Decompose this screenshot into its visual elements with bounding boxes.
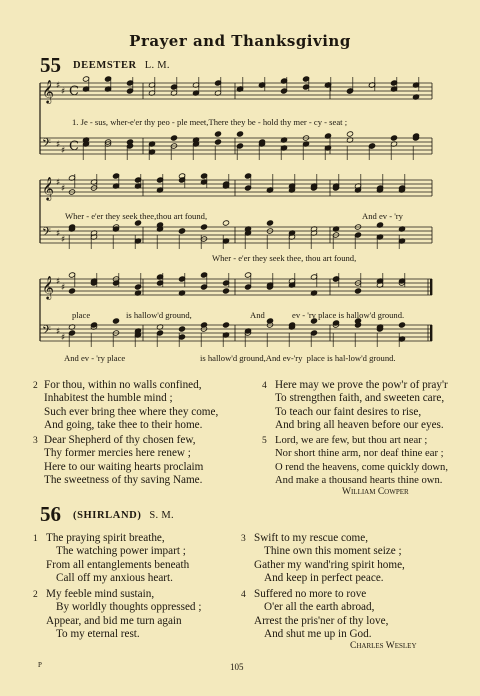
stanza-1 bbox=[33, 532, 190, 586]
page-number: 105 bbox=[230, 662, 244, 672]
stanza-line: And keep in perfect peace. bbox=[264, 572, 384, 585]
sharp-sign: ♯ bbox=[61, 235, 66, 245]
bass-clef: 𝄢 bbox=[42, 226, 52, 242]
stanza-3 bbox=[241, 532, 405, 586]
final-bar-line bbox=[430, 279, 432, 295]
stanza-line: Appear, and bid me turn again bbox=[46, 614, 182, 627]
stanza-line: Swift to my rescue come, bbox=[254, 532, 369, 544]
sharp-sign: ♯ bbox=[56, 178, 61, 188]
stanza-line: Nor short thine arm, nor deaf thine ear ; bbox=[275, 448, 444, 460]
stanza-line: To strengthen faith, and sweeten care, bbox=[275, 392, 445, 405]
lyric-line-2: Wher - e'er they seek thee,thou art found, bbox=[65, 211, 208, 221]
stanza-line: Arrest the pris'ner of thy love, bbox=[254, 614, 389, 627]
lyric-line-1: 1. Je - sus, wher-e'er thy peo - ple meet,There they be - hold thy mer - cy - seat ; bbox=[72, 117, 348, 127]
sharp-sign: ♯ bbox=[56, 81, 61, 91]
lyric-line-3-bass-a: And ev - 'ry place bbox=[64, 353, 126, 363]
stanza-number: 1 bbox=[33, 534, 38, 544]
note-head bbox=[236, 131, 243, 137]
stanza-line: Lord, we are few, but thou art near ; bbox=[275, 435, 428, 446]
stanza-number: 2 bbox=[33, 590, 38, 600]
sharp-sign: ♯ bbox=[56, 229, 61, 239]
bass-clef: 𝄢 bbox=[42, 324, 52, 340]
stanza-line: Gather my wand'ring spirit home, bbox=[254, 558, 405, 571]
lyric-line-3a: place bbox=[72, 310, 91, 320]
stanza-line: And make a thousand hearts thine own. bbox=[275, 475, 443, 487]
stanza-line: The watching power impart ; bbox=[56, 545, 186, 558]
stanza-line: Here to our waiting hearts proclaim bbox=[44, 460, 204, 473]
author: William Cowper bbox=[342, 487, 409, 497]
lyric-line-3b: is hallow'd ground, bbox=[126, 310, 192, 320]
stanza-number: 3 bbox=[33, 436, 38, 446]
lyric-line-2-end: And ev - 'ry bbox=[362, 211, 403, 221]
note-head bbox=[178, 228, 185, 234]
note-head bbox=[170, 135, 177, 141]
note-head bbox=[214, 139, 221, 145]
stanza-line: O'er all the earth abroad, bbox=[264, 601, 375, 614]
note-head bbox=[214, 131, 221, 137]
sharp-sign: ♯ bbox=[61, 333, 66, 343]
stanza-4 bbox=[262, 379, 448, 433]
lyric-line-3d: ev - 'ry place is hallow'd ground. bbox=[292, 310, 405, 320]
stanza-line: Suffered no more to rove bbox=[254, 588, 367, 600]
note-head bbox=[266, 220, 273, 226]
note-head bbox=[68, 288, 75, 294]
stanza-line: Thine own this moment seize ; bbox=[264, 545, 402, 558]
lyric-line-3c: And bbox=[250, 310, 265, 320]
sharp-sign: ♯ bbox=[61, 87, 66, 97]
section-title: Prayer and Thanksgiving bbox=[129, 32, 351, 50]
stanza-line: Dear Shepherd of thy chosen few, bbox=[44, 434, 196, 446]
stanza-number: 2 bbox=[33, 381, 38, 391]
treble-clef: 𝄞 bbox=[42, 275, 54, 299]
stanza-line: For thou, within no walls confined, bbox=[44, 379, 202, 391]
stanza-line: Here may we prove the pow'r of pray'r bbox=[275, 379, 448, 391]
stanza-line: To teach our faint desires to rise, bbox=[275, 405, 422, 418]
sharp-sign: ♯ bbox=[56, 140, 61, 150]
treble-clef: 𝄞 bbox=[42, 176, 54, 200]
treble-clef: 𝄞 bbox=[42, 79, 54, 103]
note-head bbox=[354, 288, 361, 294]
note-head bbox=[222, 220, 229, 226]
stanza-line: By worldly thoughts oppressed ; bbox=[56, 601, 202, 614]
note-head bbox=[178, 326, 185, 332]
note-head bbox=[346, 131, 353, 137]
stanza-5 bbox=[262, 434, 448, 488]
stanza-2 bbox=[33, 379, 219, 433]
signature-mark: P bbox=[38, 661, 42, 669]
stanza-line: The sweetness of thy saving Name. bbox=[44, 474, 203, 487]
sharp-sign: ♯ bbox=[56, 277, 61, 287]
meter: S. M. bbox=[149, 510, 174, 521]
stanza-line: Thy former mercies here renew ; bbox=[44, 447, 191, 460]
author: Charles Wesley bbox=[350, 641, 417, 651]
note-head bbox=[390, 135, 397, 141]
stanza-number: 3 bbox=[241, 534, 246, 544]
meter: L. M. bbox=[144, 60, 170, 71]
stanza-3 bbox=[33, 434, 204, 488]
sharp-sign: ♯ bbox=[61, 283, 66, 293]
stanza-4 bbox=[241, 588, 389, 642]
stanza-line: Such ever bring thee where they come, bbox=[44, 405, 219, 418]
stanza-line: O rend the heavens, come quickly down, bbox=[275, 461, 448, 473]
stanza-line: Inhabitest the humble mind ; bbox=[44, 392, 173, 405]
stanza-line: And shut me up in God. bbox=[264, 628, 372, 641]
tune-name: DEEMSTER bbox=[73, 60, 137, 71]
stanza-line: And going, take thee to their home. bbox=[44, 419, 203, 432]
note-head bbox=[200, 224, 207, 230]
stanza-line: To my eternal rest. bbox=[56, 628, 140, 641]
stanza-number: 4 bbox=[262, 381, 267, 391]
final-bar-line bbox=[430, 325, 432, 341]
sharp-sign: ♯ bbox=[61, 184, 66, 194]
note-head bbox=[398, 322, 405, 328]
hymn-number: 55 bbox=[40, 53, 61, 77]
time-signature: C bbox=[69, 84, 79, 99]
stanza-line: My feeble mind sustain, bbox=[46, 588, 155, 600]
note-head bbox=[222, 288, 229, 294]
note-head bbox=[222, 322, 229, 328]
sharp-sign: ♯ bbox=[61, 146, 66, 156]
stanza-number: 5 bbox=[262, 436, 267, 446]
stanza-2 bbox=[33, 588, 202, 642]
stanza-line: And bring all heaven before our eyes. bbox=[275, 419, 444, 432]
sharp-sign: ♯ bbox=[56, 327, 61, 337]
stanza-number: 4 bbox=[241, 590, 246, 600]
bass-clef: 𝄢 bbox=[42, 137, 52, 153]
stanza-line: The praying spirit breathe, bbox=[46, 532, 165, 544]
tune-header bbox=[73, 510, 174, 521]
time-signature: C bbox=[69, 139, 79, 154]
note-head bbox=[112, 318, 119, 324]
stanza-line: From all entanglements beneath bbox=[46, 558, 190, 571]
stanza-line: Call off my anxious heart. bbox=[56, 572, 173, 585]
tune-name: (SHIRLAND) bbox=[73, 510, 142, 521]
hymn-number: 56 bbox=[40, 502, 61, 526]
lyric-line-2-bass: Wher - e'er they seek thee, thou art found, bbox=[212, 253, 357, 263]
lyric-line-3-bass-b: is hallow'd ground,And ev-'ry place is hal-low'd ground. bbox=[200, 353, 396, 363]
